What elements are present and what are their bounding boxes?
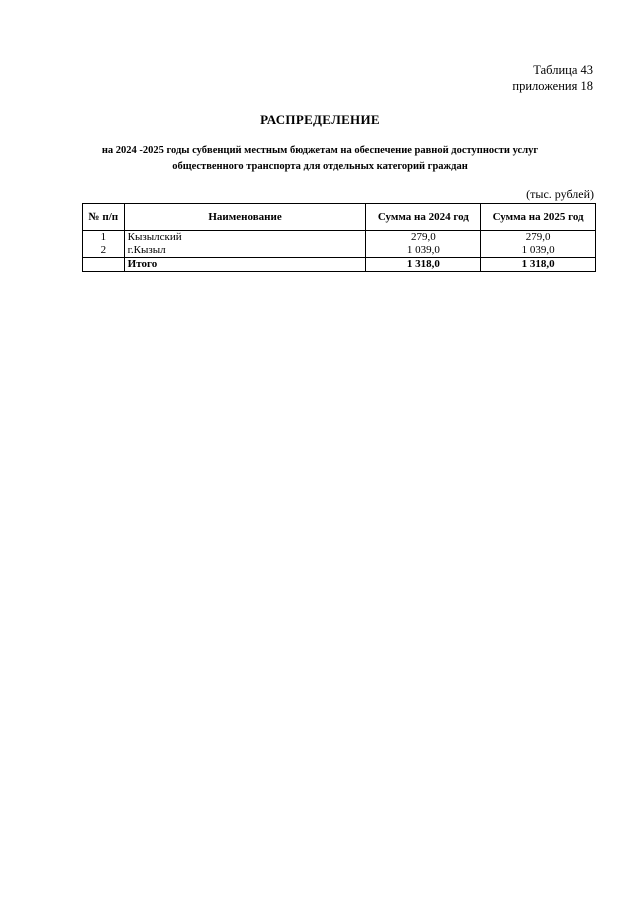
table-header-row bbox=[83, 204, 596, 231]
table-row bbox=[83, 231, 596, 245]
row-number: 2 bbox=[83, 244, 125, 258]
row-sum-2024: 279,0 bbox=[366, 231, 481, 245]
table-reference bbox=[512, 62, 593, 94]
total-label: Итого bbox=[124, 258, 366, 272]
column-header-number: № п/п bbox=[83, 204, 125, 231]
total-row bbox=[83, 258, 596, 272]
row-name: г.Кызыл bbox=[124, 244, 366, 258]
subtitle-line-2: общественного транспорта для отдельных категорий граждан bbox=[172, 161, 468, 172]
total-number bbox=[83, 258, 125, 272]
total-sum-2025: 1 318,0 bbox=[481, 258, 596, 272]
column-header-sum-2025: Сумма на 2025 год bbox=[481, 204, 596, 231]
table-row bbox=[83, 244, 596, 258]
appendix-label: приложения 18 bbox=[512, 79, 593, 93]
document-title: РАСПРЕДЕЛЕНИЕ bbox=[260, 112, 380, 127]
column-header-sum-2024: Сумма на 2024 год bbox=[366, 204, 481, 231]
units-note: (тыс. рублей) bbox=[526, 187, 594, 201]
total-sum-2024: 1 318,0 bbox=[366, 258, 481, 272]
row-sum-2025: 279,0 bbox=[481, 231, 596, 245]
table-label: Таблица 43 bbox=[533, 63, 593, 77]
column-header-name: Наименование bbox=[124, 204, 366, 231]
document-subtitle bbox=[80, 143, 560, 175]
distribution-table bbox=[82, 203, 596, 272]
subtitle-line-1: на 2024 -2025 годы субвенций местным бюджетам на обеспечение равной доступности услуг bbox=[101, 145, 539, 156]
row-name: Кызылский bbox=[124, 231, 366, 245]
row-number: 1 bbox=[83, 231, 125, 245]
row-sum-2024: 1 039,0 bbox=[366, 244, 481, 258]
row-sum-2025: 1 039,0 bbox=[481, 244, 596, 258]
